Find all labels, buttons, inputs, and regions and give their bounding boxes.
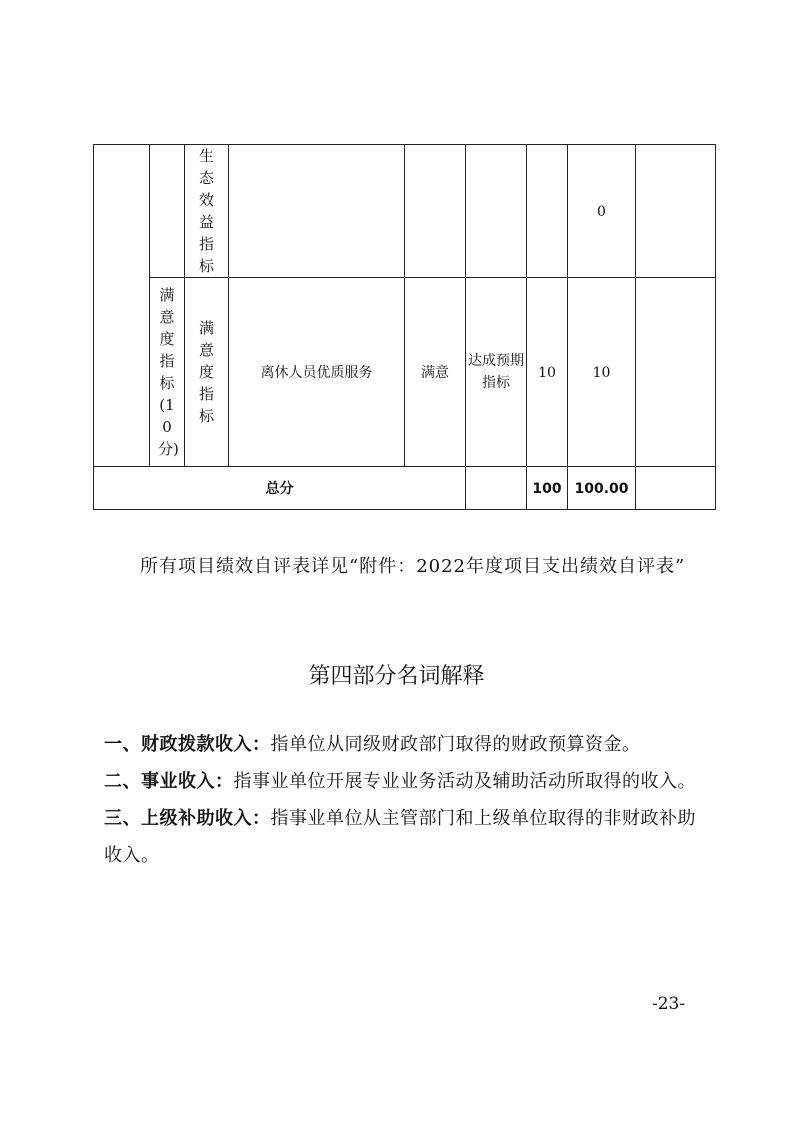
- definition-text: 指事业单位从主管部门和上级单位取得的非财政补助收入。: [104, 808, 696, 866]
- primary-indicator-cell: [150, 278, 185, 467]
- definitions-list: [104, 726, 704, 874]
- total-label-cell: [94, 467, 466, 510]
- total-empty-cell: [466, 467, 527, 510]
- actual-cell: [466, 278, 527, 467]
- remark-cell: [636, 278, 716, 467]
- weight-cell: [527, 145, 568, 278]
- score-value: 0: [597, 203, 606, 220]
- total-score: 100.00: [574, 480, 629, 497]
- total-score-cell: [568, 467, 636, 510]
- total-weight-cell: [527, 467, 568, 510]
- primary-category-cell: [94, 145, 150, 467]
- score-cell: [568, 278, 636, 467]
- target-cell: [405, 278, 466, 467]
- page-number: -23-: [652, 994, 686, 1014]
- primary-indicator-text: 满意度指标(10分): [158, 286, 179, 458]
- performance-table: [93, 144, 716, 510]
- weight-value: 10: [538, 364, 556, 381]
- secondary-indicator-cell: [185, 145, 229, 278]
- section-title: 第四部分名词解释: [308, 664, 485, 689]
- total-weight: 100: [532, 480, 562, 497]
- tertiary-indicator-text: 离休人员优质服务: [260, 364, 373, 381]
- tertiary-indicator-cell: [229, 278, 405, 467]
- definition-item: [104, 726, 704, 763]
- definition-term: 二、事业收入：: [104, 771, 234, 792]
- table-row-total: [94, 467, 716, 510]
- secondary-indicator-cell: [185, 278, 229, 467]
- secondary-indicator-text: 满意度指标: [198, 319, 214, 425]
- target-cell: [405, 145, 466, 278]
- target-value: 满意: [421, 364, 449, 381]
- total-remark-cell: [636, 467, 716, 510]
- definition-term: 三、上级补助收入：: [104, 808, 271, 829]
- score-value: 10: [592, 364, 611, 381]
- table-row-satisfaction: [94, 278, 716, 467]
- attachment-note: 所有项目绩效自评表详见“附件：2022年度项目支出绩效自评表”: [140, 556, 686, 577]
- secondary-indicator-text: 生态效益指标: [198, 147, 214, 275]
- primary-indicator-cell: [150, 145, 185, 278]
- actual-cell: [466, 145, 527, 278]
- definition-term: 一、财政拨款收入：: [104, 734, 271, 755]
- table-row-ecological: [94, 145, 716, 278]
- definition-text: 指事业单位开展专业业务活动及辅助活动所取得的收入。: [233, 771, 696, 792]
- weight-cell: [527, 278, 568, 467]
- total-label: 总分: [265, 480, 294, 497]
- remark-cell: [636, 145, 716, 278]
- score-cell: [568, 145, 636, 278]
- definition-item: [104, 800, 704, 874]
- tertiary-indicator-cell: [229, 145, 405, 278]
- definition-item: [104, 763, 704, 800]
- definition-text: 指单位从同级财政部门取得的财政预算资金。: [270, 734, 641, 755]
- actual-value: 达成预期指标: [468, 353, 524, 391]
